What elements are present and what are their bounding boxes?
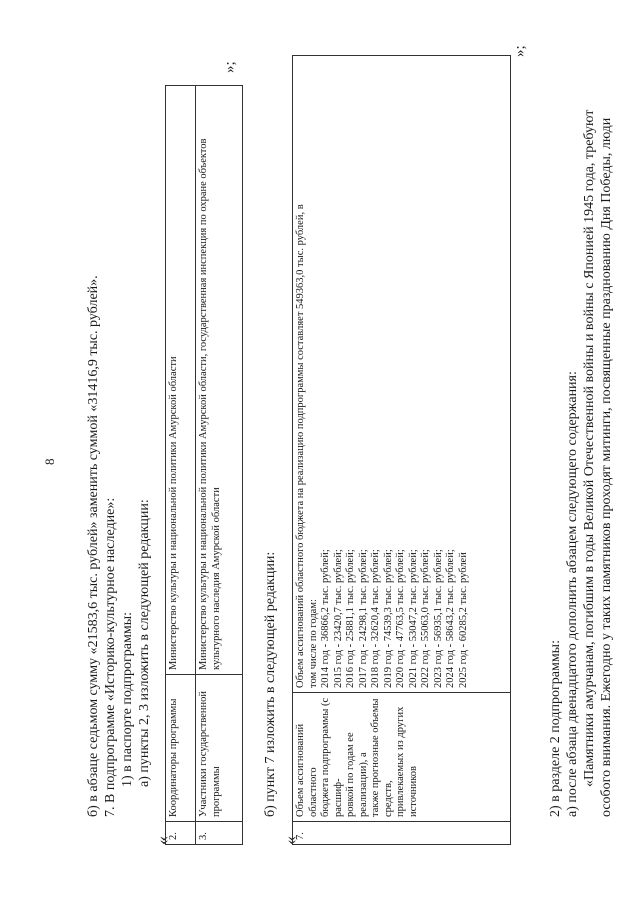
text-line: особого внимания. Ежегодно у таких памятников проходят митинги, посвященные празднованию Дня Победы, люди	[599, 117, 614, 817]
close-quote-semicolon: »;	[222, 61, 238, 73]
row-value: Министерство культуры и национальной политики Амурской области	[166, 86, 196, 675]
open-quote: «	[152, 836, 172, 845]
passport-table-2	[292, 55, 511, 845]
row-value: Объем ассигнований областного бюджета на реализацию подпрограммы составляет 549363,0 тыс. рублей, в том числе по годам: 2014 год - 36866,2 тыс. рублей; 2015 год - 23420,7 тыс. рублей; 2016 год - 25881,1 тыс. рублей; 2017 год - 24298,1 тыс. рублей; 2018 год - 32620,4 тыс. рублей; 2019 год - 74539,3 тыс. рублей; 2020 год - 47763,5 тыс. рублей; 2021 год - 53047,2 тыс. рублей; 2022 год - 55063,0 тыс. рублей; 2023 год - 56935,1 тыс. рублей; 2024 год - 58643,2 тыс. рублей; 2025 год - 60285,2 тыс. рублей	[293, 56, 511, 693]
text-line: «Памятники амурчанам, погибшим в годы Великой Отечественной войны и войны с Японией 1945 года, требуют	[582, 109, 597, 787]
text-line: б) в абзаце седьмом сумму «21583,6 тыс. рублей» заменить суммой «31416,9 тыс. рублей».	[86, 275, 101, 817]
open-quote: «	[280, 836, 300, 845]
text-line: 7. В подпрограмме «Историко-культурное наследие»:	[103, 497, 118, 817]
text-line: а) пункты 2, 3 изложить в следующей редакции:	[137, 499, 152, 787]
row-label: Объем ассигнований областного бюджета подпрограммы (с расшиф- ровкой по годам ее реализации), а также прогнозные объемы средств, привлекаемых из других источников	[293, 693, 511, 822]
text-line: 1) в паспорте подпрограммы:	[120, 611, 135, 787]
row-number: 2.	[166, 822, 196, 845]
close-quote-semicolon: »;	[512, 45, 528, 57]
row-number: 3.	[196, 822, 243, 845]
text-line: б) пункт 7 изложить в следующей редакции:	[263, 551, 278, 817]
row-number: 7.	[293, 822, 511, 845]
passport-table-1	[165, 85, 243, 845]
text-line: 2) в разделе 2 подпрограммы:	[548, 640, 563, 817]
row-label: Участники государственной программы	[196, 675, 243, 822]
row-label: Координаторы программы	[166, 675, 196, 822]
row-value: Министерство культуры и национальной политики Амурской области, государственная инспекция по охране объектов культурного наследия Амурской области	[196, 86, 243, 675]
table-row	[293, 56, 511, 845]
table-row	[166, 86, 196, 845]
table-row	[196, 86, 243, 845]
text-line: а) после абзаца двенадцатого дополнить абзацем следующего содержания:	[565, 371, 580, 817]
page-number: 8	[42, 458, 57, 465]
